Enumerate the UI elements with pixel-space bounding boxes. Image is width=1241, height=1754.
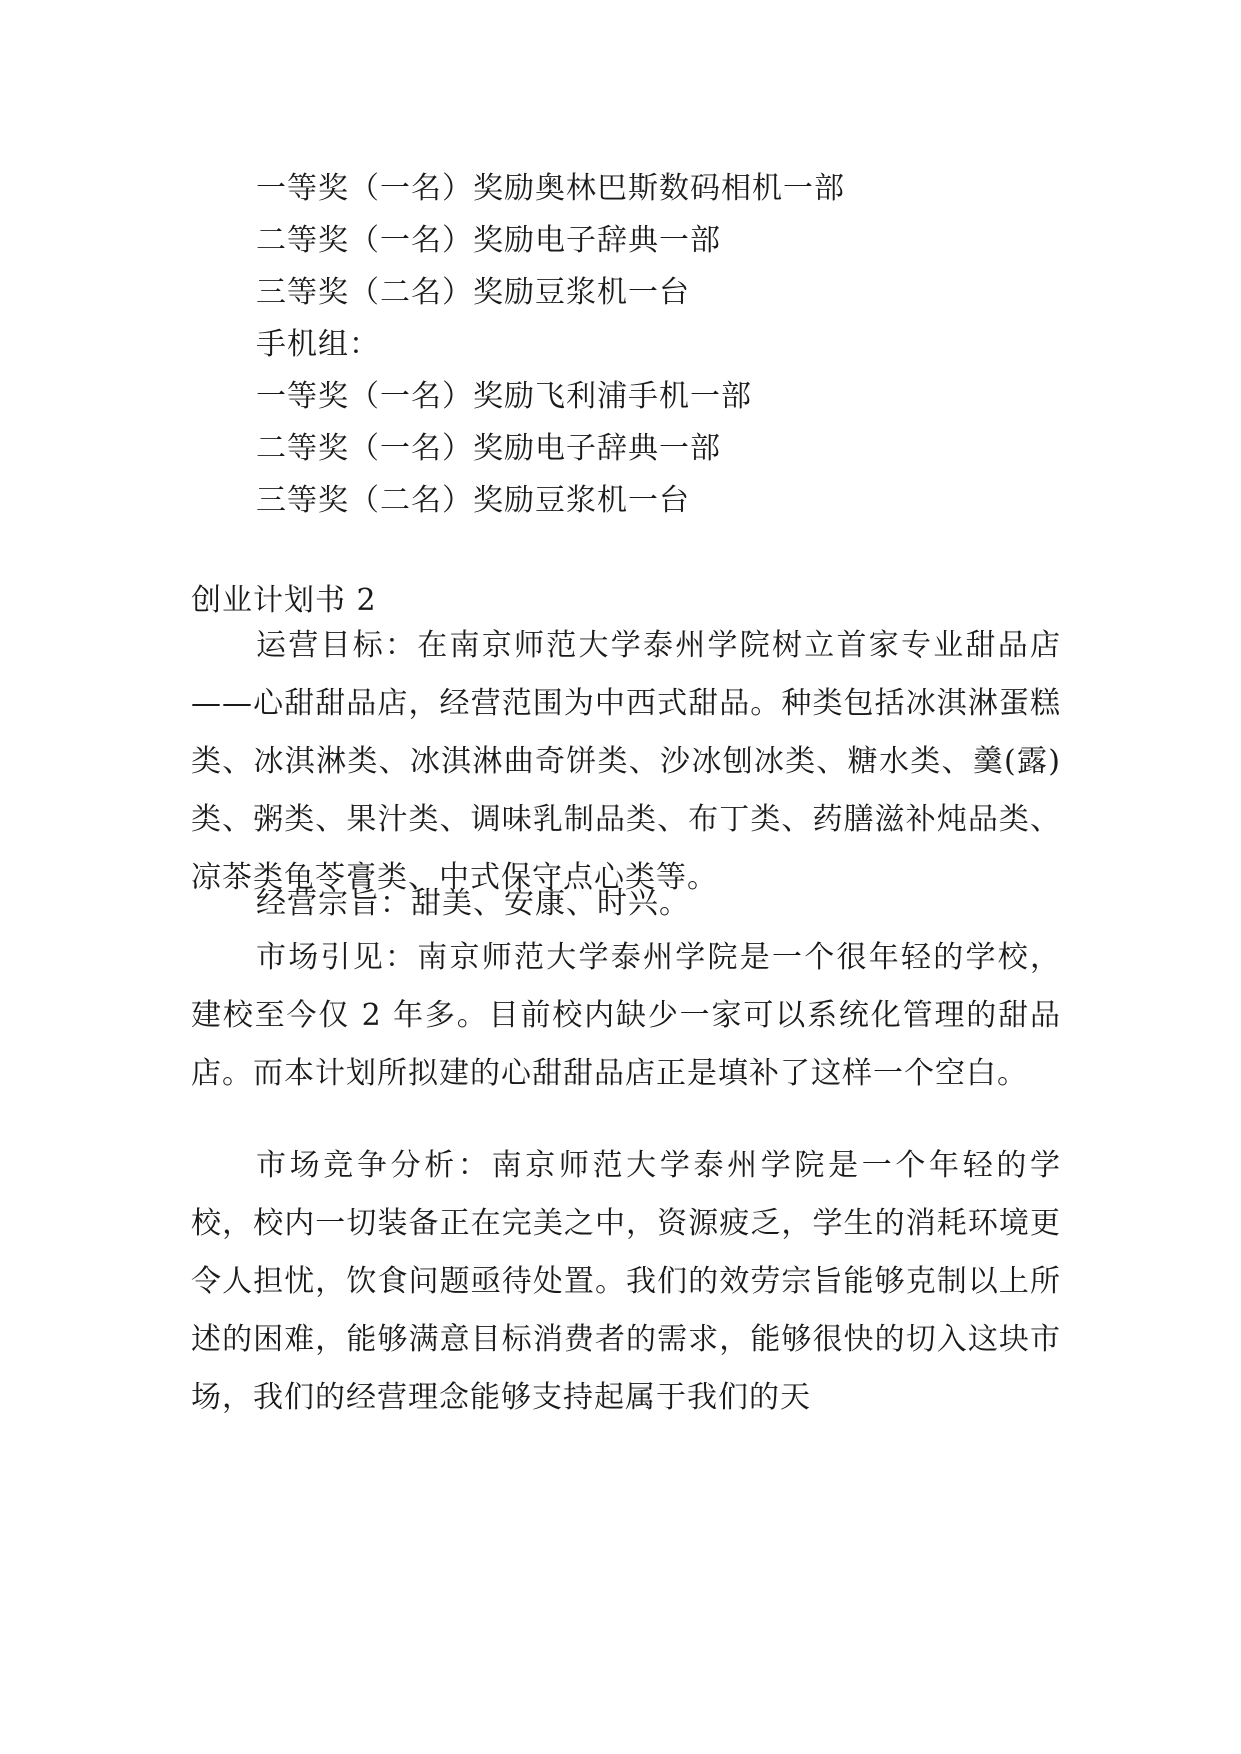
paragraph-operation-goal: 运营目标：在南京师范大学泰州学院树立首家专业甜品店——心甜甜品店，经营范围为中西式甜品。种类包括冰淇淋蛋糕类、冰淇淋类、冰淇淋曲奇饼类、沙冰刨冰类、糖水类、羹(露)类、粥类、果汁类、调味乳制品类、布丁类、药膳滋补炖品类、凉茶类龟苓膏类、中式保守点心类等。 — [191, 628, 1061, 895]
section-title: 创业计划书 2 — [191, 583, 377, 618]
prize-line-2: 二等奖（一名）奖励电子辞典一部 — [256, 223, 721, 258]
prize-line-1: 一等奖（一名）奖励奥林巴斯数码相机一部 — [256, 171, 845, 206]
prize-line-3: 三等奖（二名）奖励豆浆机一台 — [256, 275, 690, 310]
prize-line-6: 二等奖（一名）奖励电子辞典一部 — [256, 431, 721, 466]
paragraph-market-intro: 市场引见：南京师范大学泰州学院是一个很年轻的学校，建校至今仅 2 年多。目前校内缺少一家可以系统化管理的甜品店。而本计划所拟建的心甜甜品店正是填补了这样一个空白。 — [191, 940, 1061, 1091]
prize-line-7: 三等奖（二名）奖励豆浆机一台 — [256, 483, 690, 518]
phone-group-heading: 手机组： — [256, 327, 380, 362]
paragraph-competition-analysis: 市场竞争分析：南京师范大学泰州学院是一个年轻的学校，校内一切装备正在完美之中，资源疲乏，学生的消耗环境更令人担忧，饮食问题亟待处置。我们的效劳宗旨能够克制以上所述的困难，能够满意目标消费者的需求，能够很快的切入这块市场，我们的经营理念能够支持起属于我们的天 — [191, 1148, 1061, 1415]
paragraph-business-tenet: 经营宗旨：甜美、安康、时兴。 — [256, 886, 690, 921]
prize-line-5: 一等奖（一名）奖励飞利浦手机一部 — [256, 379, 752, 414]
